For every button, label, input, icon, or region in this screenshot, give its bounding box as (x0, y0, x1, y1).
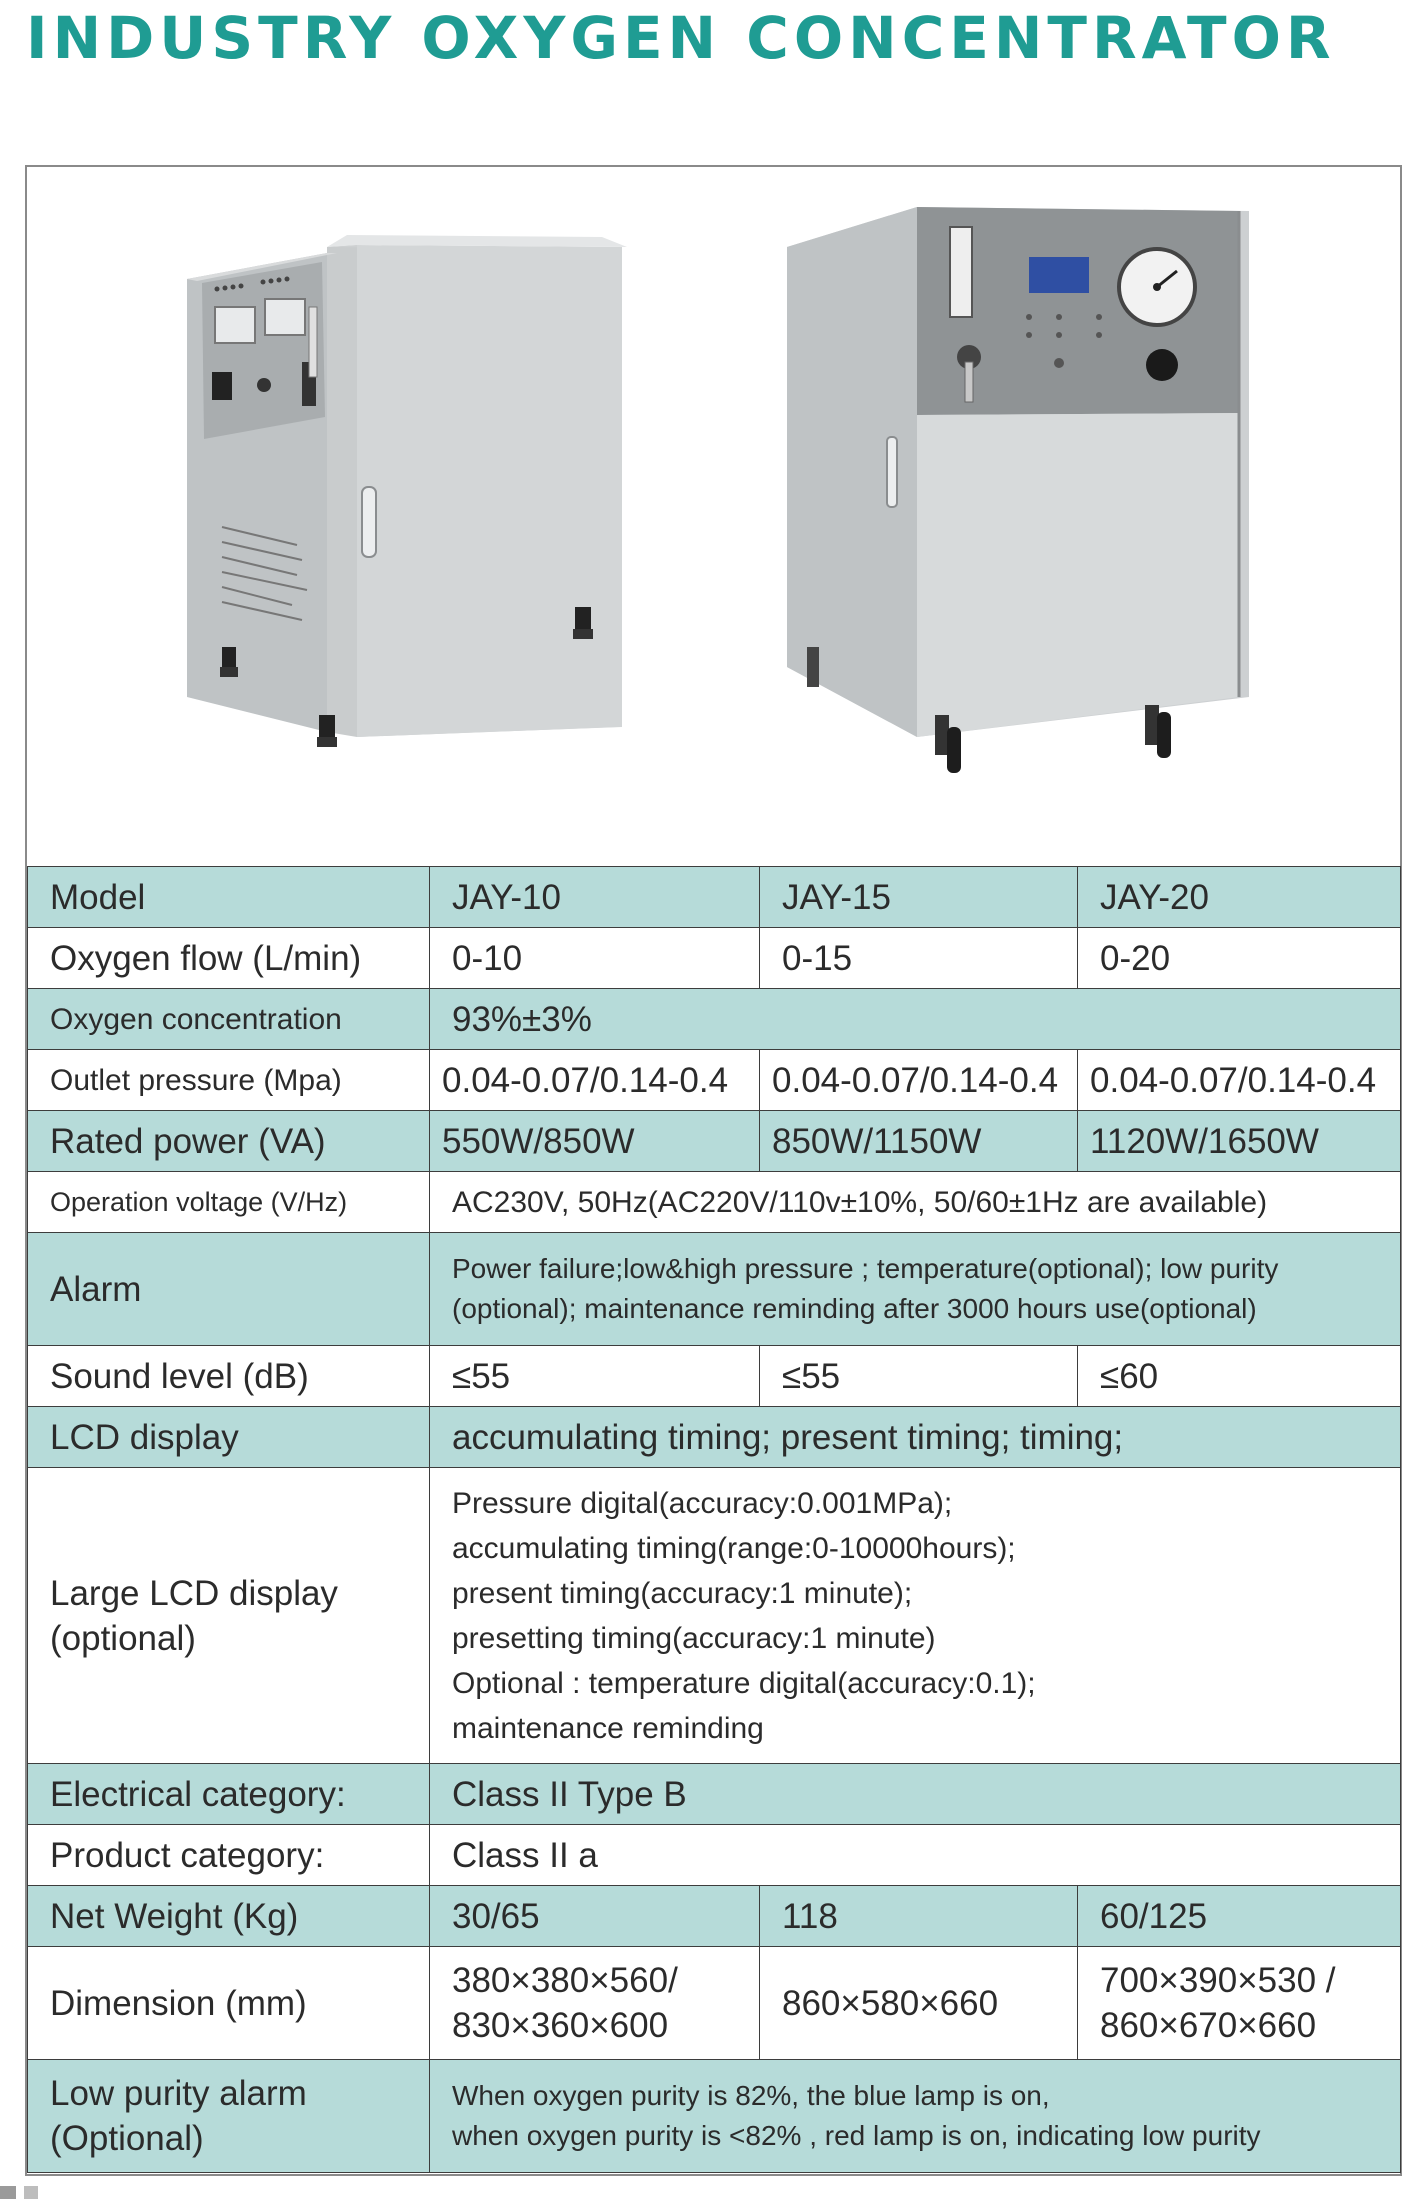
row-label: LCD display (28, 1407, 430, 1468)
row-label: Sound level (dB) (28, 1346, 430, 1407)
row-rated-power (28, 1111, 1401, 1172)
row-label: Electrical category: (28, 1764, 430, 1825)
row-label: Product category: (28, 1825, 430, 1886)
cell-all-models: accumulating timing; present timing; timing; (430, 1407, 1401, 1468)
dimension-line: 380×380×560/ (452, 1961, 678, 2000)
cell-jay10: 0-10 (430, 928, 760, 989)
cell-jay10: 0.04-0.07/0.14-0.4 (430, 1050, 760, 1111)
cell-all-models: 93%±3% (430, 989, 1401, 1050)
row-label: Alarm (28, 1233, 430, 1346)
cell-jay10 (430, 1947, 760, 2060)
product-frame (25, 165, 1402, 2176)
row-label (28, 1468, 430, 1764)
corner-mark (0, 2186, 16, 2199)
cell-all-models (430, 1468, 1401, 1764)
row-sound-level (28, 1346, 1401, 1407)
cell-all-models: Class II a (430, 1825, 1401, 1886)
row-low-purity-alarm (28, 2060, 1401, 2173)
cell-jay20: ≤60 (1078, 1346, 1401, 1407)
label-line: (Optional) (50, 2119, 204, 2158)
cell-all-models (430, 2060, 1401, 2173)
cell-jay15: 850W/1150W (760, 1111, 1078, 1172)
row-label: Rated power (VA) (28, 1111, 430, 1172)
lcd-feature-line: Optional : temperature digital(accuracy:0.1); (452, 1666, 1036, 1700)
cell-jay20: 0.04-0.07/0.14-0.4 (1078, 1050, 1401, 1111)
cell-jay15 (760, 1947, 1078, 2060)
lcd-feature-line: accumulating timing(range:0-10000hours); (452, 1531, 1016, 1565)
corner-mark (24, 2186, 38, 2199)
row-large-lcd-display (28, 1468, 1401, 1764)
row-label: Net Weight (Kg) (28, 1886, 430, 1947)
page-title: INDUSTRY OXYGEN CONCENTRATOR (26, 4, 1336, 72)
row-label: Operation voltage (V/Hz) (28, 1172, 430, 1233)
lcd-feature-line: present timing(accuracy:1 minute); (452, 1576, 913, 1610)
cell-jay10: 550W/850W (430, 1111, 760, 1172)
dimension-line: 860×580×660 (782, 1983, 999, 2023)
spec-table (27, 866, 1401, 2173)
cell-jay15: ≤55 (760, 1346, 1078, 1407)
row-label: Dimension (mm) (28, 1947, 430, 2060)
cell-all-models (430, 1233, 1401, 1346)
cell-jay15: JAY-15 (760, 867, 1078, 928)
row-model (28, 867, 1401, 928)
purity-note-line: When oxygen purity is 82%, the blue lamp is on, (452, 2080, 1050, 2111)
cell-jay20: 0-20 (1078, 928, 1401, 989)
lcd-feature-line: presetting timing(accuracy:1 minute) (452, 1621, 936, 1655)
cell-jay20 (1078, 1947, 1401, 2060)
row-electrical-category (28, 1764, 1401, 1825)
cell-jay20: 60/125 (1078, 1886, 1401, 1947)
lcd-feature-line: maintenance reminding (452, 1711, 764, 1745)
row-oxygen-concentration (28, 989, 1401, 1050)
lcd-feature-line: Pressure digital(accuracy:0.001MPa); (452, 1486, 953, 1520)
label-line: (optional) (50, 1618, 196, 1658)
label-line: Large LCD display (50, 1573, 338, 1613)
row-outlet-pressure (28, 1050, 1401, 1111)
row-label: Model (28, 867, 430, 928)
cell-jay15: 0-15 (760, 928, 1078, 989)
label-line: Low purity alarm (50, 2074, 307, 2113)
row-lcd-display (28, 1407, 1401, 1468)
row-net-weight (28, 1886, 1401, 1947)
row-dimension (28, 1947, 1401, 2060)
row-product-category (28, 1825, 1401, 1886)
dimension-line: 830×360×600 (452, 2006, 669, 2045)
cell-jay10: ≤55 (430, 1346, 760, 1407)
dimension-line: 700×390×530 / (1100, 1961, 1336, 2000)
cell-jay15: 0.04-0.07/0.14-0.4 (760, 1050, 1078, 1111)
row-label: Oxygen flow (L/min) (28, 928, 430, 989)
row-label (28, 2060, 430, 2173)
dimension-line: 860×670×660 (1100, 2006, 1317, 2045)
cell-all-models: AC230V, 50Hz(AC220V/110v±10%, 50/60±1Hz are available) (430, 1172, 1401, 1233)
cell-jay20: JAY-20 (1078, 867, 1401, 928)
cell-jay10: JAY-10 (430, 867, 760, 928)
alarm-line: (optional); maintenance reminding after 3000 hours use(optional) (452, 1293, 1257, 1324)
row-oxygen-flow (28, 928, 1401, 989)
cell-jay10: 30/65 (430, 1886, 760, 1947)
row-operation-voltage (28, 1172, 1401, 1233)
cell-jay15: 118 (760, 1886, 1078, 1947)
cell-all-models: Class II Type B (430, 1764, 1401, 1825)
row-label: Outlet pressure (Mpa) (28, 1050, 430, 1111)
cell-jay20: 1120W/1650W (1078, 1111, 1401, 1172)
concentrator-jay15-image (787, 207, 1249, 773)
row-label: Oxygen concentration (28, 989, 430, 1050)
alarm-line: Power failure;low&high pressure ; temperature(optional); low purity (452, 1253, 1279, 1284)
purity-note-line: when oxygen purity is <82% , red lamp is on, indicating low purity (452, 2120, 1261, 2151)
row-alarm (28, 1233, 1401, 1346)
product-photos (27, 167, 1400, 866)
concentrator-jay10-image (187, 235, 627, 747)
